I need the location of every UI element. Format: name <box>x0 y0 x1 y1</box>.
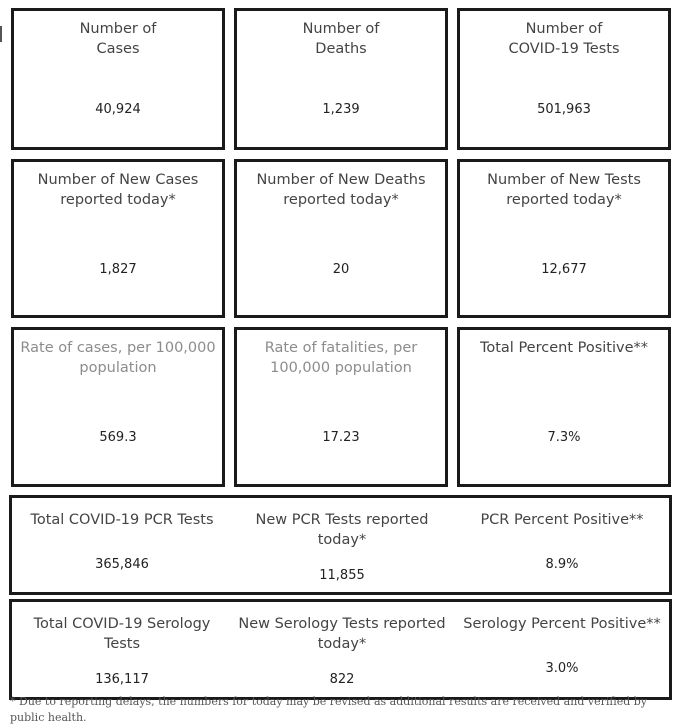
card-value: 1,827 <box>99 262 137 277</box>
serology-positive-label: Serology Percent Positive** <box>463 616 661 632</box>
pcr-new-value: 11,855 <box>319 568 365 583</box>
card-value: 12,677 <box>541 262 587 277</box>
footnote-line: * Due to reporting delays, the numbers for today may be revised as additional results are received and verified by public health. <box>10 695 648 724</box>
card-label: Rate of cases, per 100,000 population <box>20 340 216 376</box>
footnote-text <box>10 695 670 724</box>
card-value: 20 <box>332 262 350 277</box>
card-rate-of-fatalities <box>234 327 448 487</box>
card-label: Number of Deaths <box>302 21 380 57</box>
pcr-total-cell <box>12 498 232 592</box>
pcr-total-label: Total COVID-19 PCR Tests <box>30 512 214 528</box>
pcr-positive-cell <box>452 498 672 592</box>
card-label: Number of New Deaths reported today* <box>256 172 426 208</box>
serology-new-label: New Serology Tests reported today* <box>238 616 446 652</box>
pcr-new-label: New PCR Tests reported today* <box>255 512 429 548</box>
card-number-of-tests <box>457 8 671 150</box>
card-value: 1,239 <box>322 102 360 117</box>
left-edge-marker <box>0 26 2 42</box>
pcr-tests-panel <box>9 495 672 595</box>
card-label: Number of New Tests reported today* <box>487 172 641 208</box>
serology-total-cell <box>12 602 232 697</box>
pcr-new-cell <box>232 498 452 592</box>
serology-total-label: Total COVID-19 Serology Tests <box>33 616 211 652</box>
card-value: 501,963 <box>537 102 591 117</box>
card-new-tests-today <box>457 159 671 318</box>
pcr-positive-label: PCR Percent Positive** <box>480 512 644 528</box>
card-label: Number of New Cases reported today* <box>37 172 199 208</box>
card-number-of-deaths <box>234 8 448 150</box>
card-label: Number of COVID-19 Tests <box>508 21 620 57</box>
card-number-of-cases <box>11 8 225 150</box>
pcr-total-value: 365,846 <box>95 557 149 572</box>
card-label: Rate of fatalities, per 100,000 population <box>264 340 418 376</box>
card-value: 17.23 <box>322 430 360 445</box>
card-new-cases-today <box>11 159 225 318</box>
serology-new-cell <box>232 602 452 697</box>
serology-new-value: 822 <box>329 672 355 687</box>
card-label: Number of Cases <box>79 21 157 57</box>
serology-positive-cell <box>452 602 672 697</box>
card-value: 40,924 <box>95 102 141 117</box>
card-value: 569.3 <box>99 430 137 445</box>
pcr-positive-value: 8.9% <box>545 557 579 572</box>
serology-total-value: 136,117 <box>95 672 149 687</box>
card-total-percent-positive <box>457 327 671 487</box>
card-label: Total Percent Positive** <box>479 340 649 356</box>
serology-positive-value: 3.0% <box>545 661 579 676</box>
card-new-deaths-today <box>234 159 448 318</box>
serology-tests-panel <box>9 599 672 700</box>
card-value: 7.3% <box>547 430 581 445</box>
card-rate-of-cases <box>11 327 225 487</box>
